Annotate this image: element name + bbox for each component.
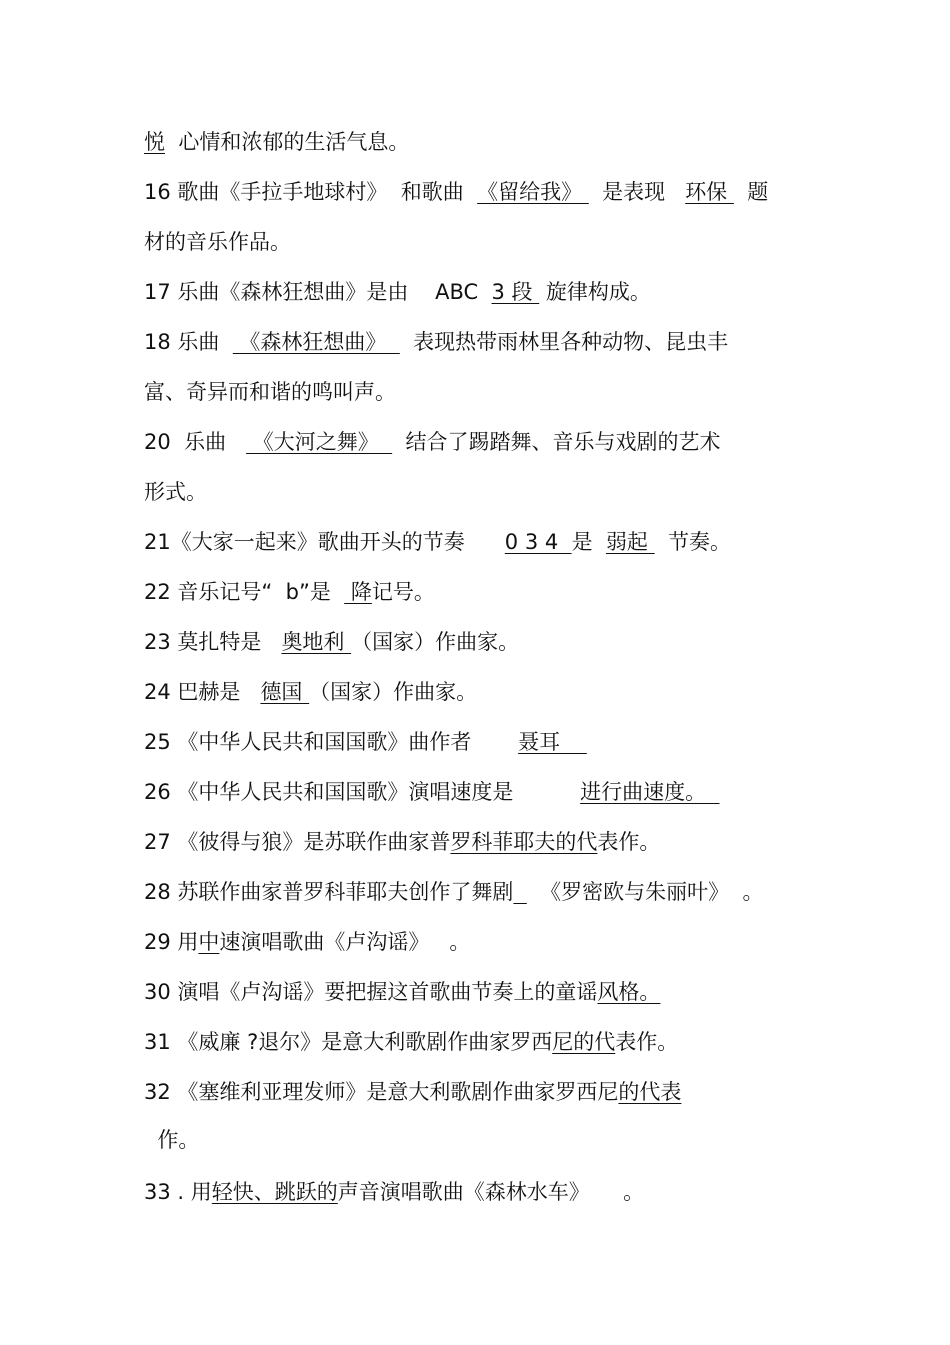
- line-text: 32 《塞维利亚理发师》是意大利歌剧作曲家罗西尼: [144, 1080, 619, 1104]
- line-text: 26 《中华人民共和国国歌》演唱速度是: [144, 780, 581, 804]
- line-text: 25 《中华人民共和国国歌》曲作者: [144, 730, 519, 754]
- answer-blank: [513, 880, 526, 904]
- line-text: 17 乐曲《森林狂想曲》是由 ABC: [144, 280, 492, 304]
- line-text: 是表现: [588, 180, 686, 204]
- line-text: 28 苏联作曲家普罗科菲耶夫创作了舞剧: [144, 880, 514, 904]
- question-17: [144, 278, 651, 306]
- line-text: 21《大家一起来》歌曲开头的节奏: [144, 530, 505, 554]
- question-26: [144, 778, 720, 806]
- line-text: （国家）作曲家。: [351, 630, 520, 654]
- line-text: 记号。: [371, 580, 435, 604]
- question-16: [144, 178, 768, 206]
- answer-blank: 悦: [144, 130, 165, 154]
- answer-blank: 尼的代: [552, 1030, 616, 1054]
- question-22: [144, 578, 435, 606]
- answer-blank: 中: [198, 930, 220, 954]
- line-text: 旋律构成。: [539, 280, 651, 304]
- answer-blank: 3 段: [491, 280, 540, 304]
- question-31: [144, 1028, 678, 1056]
- answer-blank: 奥地利: [281, 630, 352, 654]
- answer-blank: 罗科菲耶夫的代: [450, 830, 598, 854]
- line-text: 18 乐曲: [144, 330, 233, 354]
- line-text: （国家）作曲家。: [309, 680, 478, 704]
- line-text: 节奏。: [654, 530, 731, 554]
- line-text: 20 乐曲: [144, 430, 247, 454]
- line-text: 16 歌曲《手拉手地球村》 和歌曲: [144, 180, 478, 204]
- line-text: 是: [571, 530, 606, 554]
- line-text: 声音演唱歌曲《森林水车》 。: [337, 1180, 645, 1204]
- question-23: [144, 628, 519, 656]
- answer-blank: 进行曲速度。: [580, 780, 720, 804]
- answer-blank: 风格。: [597, 980, 661, 1004]
- question-33: [144, 1178, 644, 1206]
- answer-blank: 《大河之舞》: [246, 430, 393, 454]
- question-28: [144, 878, 763, 906]
- answer-blank: 的代表: [618, 1080, 682, 1104]
- answer-blank: 德国: [260, 680, 310, 704]
- line-text: 形式。: [144, 480, 207, 504]
- question-20: [144, 428, 721, 456]
- question-29: [144, 928, 470, 956]
- text-line: [144, 228, 291, 256]
- line-text: 22 音乐记号“ b”是: [144, 580, 345, 604]
- text-line: [144, 128, 409, 156]
- text-line: [144, 1126, 199, 1154]
- line-text: 作。: [144, 1128, 200, 1152]
- answer-blank: 《留给我》: [477, 180, 589, 204]
- question-27: [144, 828, 660, 856]
- line-text: 富、奇异而和谐的鸣叫声。: [144, 380, 396, 404]
- line-text: 24 巴赫是: [144, 680, 261, 704]
- line-text: 29 用: [144, 930, 199, 954]
- answer-blank: 聂耳: [518, 730, 587, 754]
- line-text: 《罗密欧与朱丽叶》 。: [526, 880, 764, 904]
- line-text: 表作。: [597, 830, 661, 854]
- line-text: 33 . 用: [144, 1180, 212, 1204]
- line-text: 心情和浓郁的生活气息。: [165, 130, 410, 154]
- line-text: 31 《威廉 ?退尔》是意大利歌剧作曲家罗西: [144, 1030, 553, 1054]
- text-line: [144, 478, 207, 506]
- line-text: 23 莫扎特是: [144, 630, 282, 654]
- answer-blank: 《森林狂想曲》: [232, 330, 400, 354]
- line-text: 题: [733, 180, 769, 204]
- answer-blank: 弱起: [605, 530, 655, 554]
- line-text: 表作。: [615, 1030, 679, 1054]
- question-24: [144, 678, 477, 706]
- line-text: 速演唱歌曲《卢沟谣》 。: [219, 930, 471, 954]
- answer-blank: 0 3 4: [504, 530, 572, 554]
- line-text: 表现热带雨林里各种动物、昆虫丰: [399, 330, 729, 354]
- question-21: [144, 528, 731, 556]
- answer-blank: 环保: [685, 180, 734, 204]
- text-line: [144, 378, 396, 406]
- line-text: 材的音乐作品。: [144, 230, 291, 254]
- question-18: [144, 328, 728, 356]
- question-30: [144, 978, 660, 1006]
- answer-blank: 轻快、跳跃的: [211, 1180, 338, 1204]
- line-text: 30 演唱《卢沟谣》要把握这首歌曲节奏上的童谣: [144, 980, 598, 1004]
- question-25: [144, 728, 587, 756]
- question-32: [144, 1078, 681, 1106]
- line-text: 27 《彼得与狼》是苏联作曲家普: [144, 830, 451, 854]
- line-text: 结合了踢踏舞、音乐与戏剧的艺术: [392, 430, 721, 454]
- answer-blank: 降: [344, 580, 372, 604]
